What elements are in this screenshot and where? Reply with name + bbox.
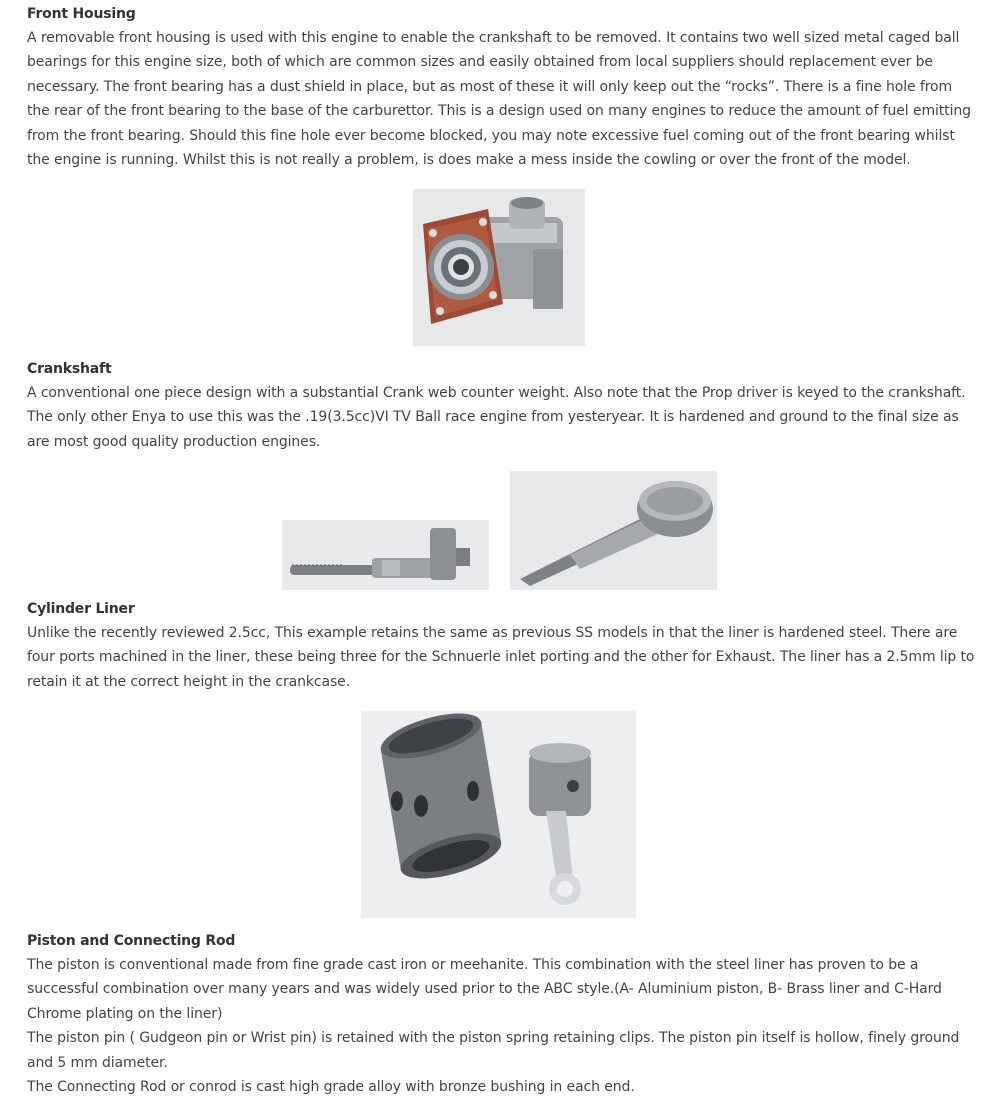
- heading-cylinder-liner: Cylinder Liner: [27, 601, 135, 617]
- heading-front-housing: Front Housing: [27, 6, 136, 22]
- heading-piston-conrod: Piston and Connecting Rod: [27, 933, 236, 949]
- section-crankshaft: [27, 359, 977, 454]
- crankshaft-angled-photo: [510, 471, 717, 590]
- section-cylinder-liner: [27, 599, 977, 694]
- text-front-housing: A removable front housing is used with this engine to enable the crankshaft to be removed. It contains two well sized metal caged ball bearings for this engine size, both of which are common sizes and easily obtained from local suppliers should replacement ever be necessary. The front bearing has a dust shield in place, but as most of these it will only keep out the “rocks”. There is a fine hole from the rear of the front bearing to the base of the carburettor. This is a design used on many engines to reduce the amount of fuel emitting from the front bearing. Should this fine hole ever become blocked, you may note excessive fuel coming out of the front bearing whilst the engine is running. Whilst this is not really a problem, is does make a mess inside the cowling or over the front of the model.: [27, 30, 971, 169]
- front-housing-photo: [413, 189, 585, 346]
- crankshaft-side-photo: [282, 520, 489, 590]
- heading-crankshaft: Crankshaft: [27, 361, 112, 377]
- text-crankshaft: A conventional one piece design with a substantial Crank web counter weight. Also note that the Prop driver is keyed to the crankshaft. The only other Enya to use this was the .19(3.5cc)VI TV Ball race engine from yesteryear. It is hardened and ground to the final size as are most good quality production engines.: [27, 385, 966, 450]
- text-piston-1: The piston is conventional made from fine grade cast iron or meehanite. This combination with the steel liner has proven to be a successful combination over many years and was widely used prior to the ABC style.(A- Aluminium piston, B- Brass liner and C-Hard Chrome plating on the liner): [27, 957, 942, 1022]
- liner-piston-photo: [361, 711, 636, 918]
- text-piston-3: The Connecting Rod or conrod is cast high grade alloy with bronze bushing in each end.: [27, 1079, 635, 1096]
- text-cylinder-liner: Unlike the recently reviewed 2.5cc, This example retains the same as previous SS models in that the liner is hardened steel. There are four ports machined in the liner, these being three for the Schnuerle inlet porting and the other for Exhaust. The liner has a 2.5mm lip to retain it at the correct height in the crankcase.: [27, 625, 975, 690]
- text-piston-2: The piston pin ( Gudgeon pin or Wrist pin) is retained with the piston spring retaining clips. The piston pin itself is hollow, finely ground and 5 mm diameter.: [27, 1030, 960, 1071]
- section-piston-conrod: [27, 931, 977, 1099]
- section-front-housing: [27, 4, 977, 172]
